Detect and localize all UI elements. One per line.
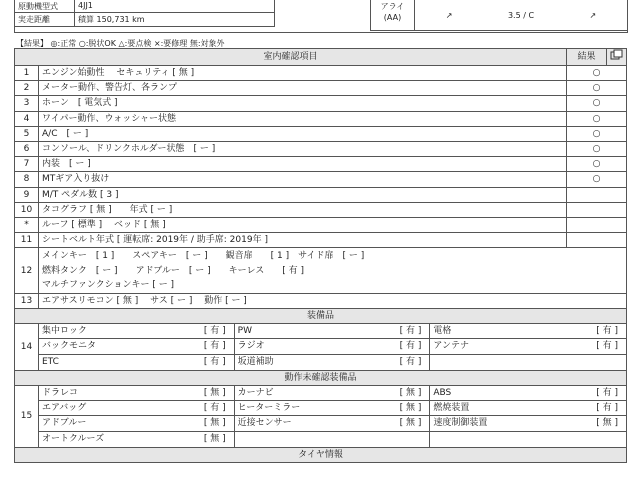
item-result: [567, 233, 627, 248]
item-text: ホーン [ 電気式 ]: [39, 96, 567, 111]
equipment-value: [ 無 ]: [399, 403, 422, 414]
equipment-name: ヒーターミラー: [237, 403, 301, 414]
inspection-row: [15, 172, 627, 187]
equipment-name: PW: [237, 326, 252, 337]
equipment-name: アンテナ: [433, 341, 469, 352]
equipment-value: [ 有 ]: [596, 326, 619, 337]
item-text: ルーフ [ 標準 ] ベッド [ 無 ]: [39, 217, 567, 232]
equipment-name: ABS: [433, 387, 452, 398]
inspection-row: [15, 217, 627, 232]
item-13-no: 13: [15, 293, 39, 308]
unconfirmed-grid-cell: [39, 385, 627, 447]
equipment-title: 装備品: [15, 309, 627, 324]
equipment-name: アドブルー: [42, 418, 87, 429]
inspection-row: [15, 141, 627, 156]
item-no: 9: [15, 187, 39, 202]
item-text: タコグラフ [ 無 ] 年式 [ ー ]: [39, 202, 567, 217]
equipment-item: [39, 416, 235, 431]
equipment-name: 坂道補助: [237, 356, 274, 367]
item-12-line-2: 燃料タンク [ ー ] アドブルー [ ー ] キーレス [ 有 ]: [39, 263, 627, 278]
equipment-item: [235, 401, 431, 416]
item-no: 10: [15, 202, 39, 217]
item-no: 1: [15, 66, 39, 81]
equipment-value: [ 無 ]: [203, 387, 226, 398]
item-no: 4: [15, 111, 39, 126]
tire-info-title: タイヤ情報: [15, 447, 627, 462]
equipment-name: 燃焼装置: [433, 403, 470, 414]
equipment-value: [ 有 ]: [596, 387, 619, 398]
item-text: エンジン始動性 セキュリティ [ 無 ]: [39, 66, 567, 81]
equipment-name: エアバッグ: [42, 403, 87, 414]
equipment-value: [ 有 ]: [399, 341, 422, 352]
item-no: 6: [15, 141, 39, 156]
item-result: ○: [567, 141, 627, 156]
align-label-cell: [370, 0, 415, 31]
item-text: メーター動作、警告灯、各ランプ: [39, 81, 567, 96]
item-no: 5: [15, 126, 39, 141]
copy-icon: [607, 49, 627, 66]
equipment-item: [430, 432, 626, 447]
unconfirmed-title: 動作未確認装備品: [15, 370, 627, 385]
result-header: 結果: [567, 49, 607, 66]
equipment-item: [430, 416, 626, 431]
item-12-no: 12: [15, 248, 39, 294]
equipment-name: 集中ロック: [42, 326, 87, 337]
equipment-name: ドラレコ: [42, 387, 79, 398]
equipment-item: [39, 386, 235, 401]
item-text: シートベルト年式 [ 運転席: 2019年 / 助手席: 2019年 ]: [39, 233, 567, 248]
equipment-value: [ 有 ]: [596, 403, 619, 414]
equipment-value: [ 有 ]: [203, 326, 226, 337]
equipment-item: [39, 432, 235, 447]
mileage-label: 実走距離: [15, 13, 75, 27]
equipment-value: [ 有 ]: [203, 341, 226, 352]
equipment-grid: [39, 324, 626, 370]
equipment-value: [ 無 ]: [399, 418, 422, 429]
inspection-row: [15, 126, 627, 141]
inspection-row: [15, 233, 627, 248]
item-no: 2: [15, 81, 39, 96]
item-result: [567, 202, 627, 217]
unconfirmed-grid: [39, 386, 626, 447]
item-no: 3: [15, 96, 39, 111]
item-result: ○: [567, 81, 627, 96]
mileage-value: 積算 150,731 km: [75, 13, 275, 27]
equipment-item: [430, 355, 626, 370]
inspection-row: [15, 187, 627, 202]
engine-label: 原動機型式: [15, 0, 75, 13]
align-value-1: ↗: [445, 10, 453, 20]
inspection-row: [15, 111, 627, 126]
item-result: ○: [567, 111, 627, 126]
header-block: [14, 0, 628, 33]
equipment-name: カーナビ: [237, 387, 274, 398]
equipment-item: [39, 355, 235, 370]
equipment-item: [235, 416, 431, 431]
inspection-row: [15, 96, 627, 111]
item-no: 8: [15, 172, 39, 187]
header-spacer: [275, 0, 370, 27]
equipment-value: [ 無 ]: [203, 418, 226, 429]
equipment-value: [ 有 ]: [203, 403, 226, 414]
inspection-row: [15, 66, 627, 81]
inspection-table: [14, 48, 627, 463]
item-result: ○: [567, 96, 627, 111]
equipment-value: [ 無 ]: [399, 387, 422, 398]
equipment-item: [235, 386, 431, 401]
item-result: ○: [567, 157, 627, 172]
equipment-value: [ 有 ]: [203, 356, 226, 367]
item-no: 7: [15, 157, 39, 172]
equipment-item: [39, 339, 235, 354]
item-result: [567, 217, 627, 232]
inspection-row: [15, 157, 627, 172]
align-sub: (AA): [383, 13, 402, 22]
inspection-row: [15, 81, 627, 96]
equipment-value: [ 無 ]: [203, 433, 226, 444]
item-result: ○: [567, 172, 627, 187]
item-text: MTギア入り抜け: [39, 172, 567, 187]
equipment-value: [ 有 ]: [399, 326, 422, 337]
equipment-no: 14: [15, 324, 39, 371]
align-value-3: ↗: [589, 10, 597, 20]
equipment-item: [430, 324, 626, 339]
unconfirmed-no: 15: [15, 385, 39, 447]
item-text: A/C [ ー ]: [39, 126, 567, 141]
equipment-name: 速度制御装置: [433, 418, 488, 429]
equipment-item: [235, 355, 431, 370]
equipment-name: バックモニタ: [42, 341, 97, 352]
align-label: アライ: [380, 2, 405, 11]
item-13-text: エアサスリモコン [ 無 ] サス [ ー ] 動作 [ ー ]: [39, 293, 627, 308]
item-no: *: [15, 217, 39, 232]
item-result: ○: [567, 126, 627, 141]
equipment-value: [ 無 ]: [596, 418, 619, 429]
equipment-name: オートクルーズ: [42, 433, 105, 444]
inspection-row: [15, 202, 627, 217]
equipment-item: [430, 401, 626, 416]
equipment-name: 電格: [433, 326, 452, 337]
item-text: ワイパー動作、ウォッシャー状態: [39, 111, 567, 126]
item-result: ○: [567, 66, 627, 81]
item-12-line-3: マルチファンクションキー [ ー ]: [39, 278, 627, 293]
engine-value: 4JJ1: [75, 0, 275, 13]
equipment-name: 近接センサー: [237, 418, 292, 429]
equipment-item: [39, 401, 235, 416]
item-text: M/T ペダル数 [ 3 ]: [39, 187, 567, 202]
item-no: 11: [15, 233, 39, 248]
equipment-item: [39, 324, 235, 339]
section-title: 室内確認項目: [15, 49, 567, 66]
equipment-item: [430, 339, 626, 354]
align-values: [415, 0, 627, 31]
item-text: 内装 [ ー ]: [39, 157, 567, 172]
equipment-grid-cell: [39, 324, 627, 371]
equipment-item: [235, 432, 431, 447]
equipment-value: [ 有 ]: [596, 341, 619, 352]
equipment-value: [ 有 ]: [399, 356, 422, 367]
equipment-item: [430, 386, 626, 401]
align-value-2: 3.5 / C: [507, 10, 535, 20]
equipment-item: [235, 324, 431, 339]
item-12-line-1: メインキー [ 1 ] スペアキー [ ー ] 観音扉 [ 1 ] サイド扉 [ ー ]: [39, 248, 627, 263]
equipment-name: ETC: [42, 356, 59, 367]
equipment-item: [235, 339, 431, 354]
item-result: [567, 187, 627, 202]
result-legend: 【結果】 ◎:正常 ○:脱状OK △:要点検 ×:要修理 無:対象外: [16, 39, 225, 48]
item-text: コンソール、ドリンクホルダー状態 [ ー ]: [39, 141, 567, 156]
equipment-name: ラジオ: [237, 341, 265, 352]
